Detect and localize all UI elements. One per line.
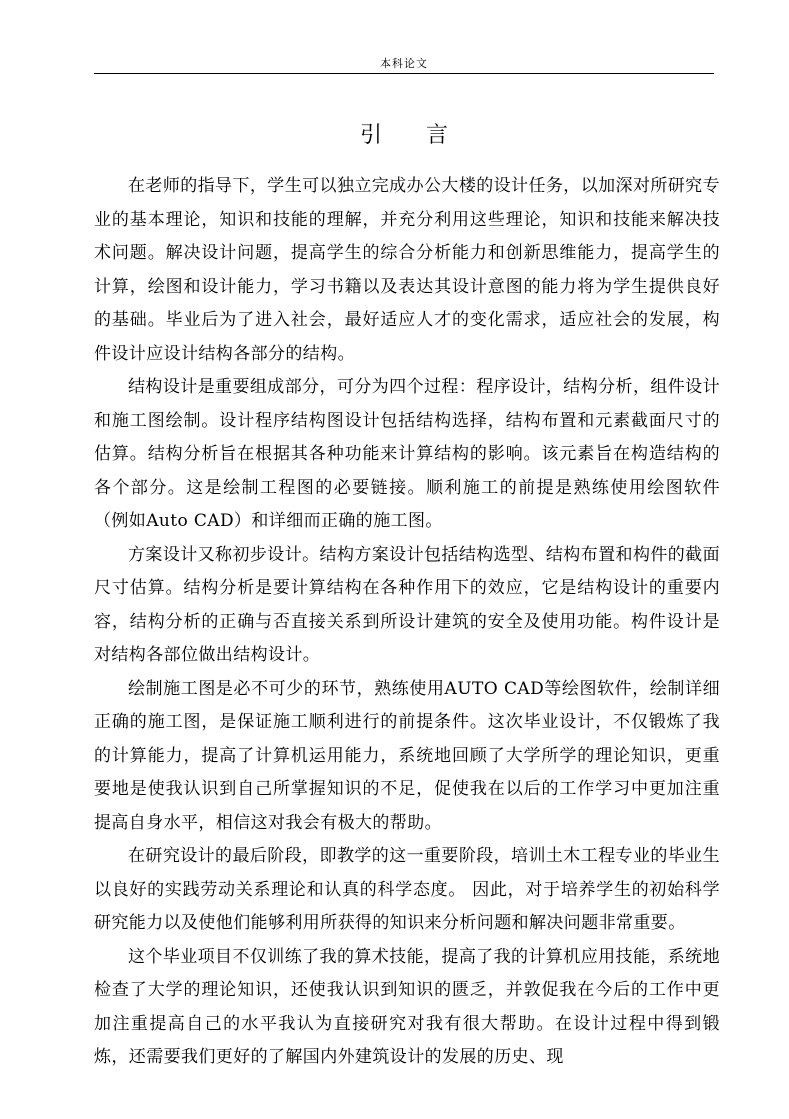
paragraph-3: 方案设计又称初步设计。结构方案设计包括结构选型、结构布置和构件的截面尺寸估算。结构分析是要计算结构在各种作用下的效应，它是结构设计的重要内容，结构分析的正确与否直接关系到所设计建筑的安全及使用功能。构件设计是对结构各部位做出结构设计。 — [94, 544, 720, 665]
paragraph-5: 在研究设计的最后阶段，即教学的这一重要阶段，培训土木工程专业的毕业生以良好的实践劳动关系理论和认真的科学态度。 因此，对于培养学生的初始科学研究能力以及使他们能够利用所获得的知识来分析问题和解决问题非常重要。 — [94, 846, 720, 933]
running-header: 本科论文 — [380, 57, 428, 70]
paragraph-2: 结构设计是重要组成部分，可分为四个过程：程序设计，结构分析，组件设计和施工图绘制。设计程序结构图设计包括结构选择，结构布置和元素截面尺寸的估算。结构分析旨在根据其各种功能来计算结构的影响。该元素旨在构造结构的各个部分。这是绘制工程图的必要链接。顺利施工的前提是熟练使用绘图软件（例如Auto CAD）和详细而正确的施工图。 — [94, 377, 720, 531]
paragraph-6: 这个毕业项目不仅训练了我的算术技能，提高了我的计算机应用技能，系统地检查了大学的理论知识，还使我认识到知识的匮乏，并敦促我在今后的工作中更加注重提高自己的水平我认为直接研究对我有很大帮助。在设计过程中得到锻炼，还需要我们更好的了解国内外建筑设计的发展的历史、现 — [94, 946, 720, 1067]
section-title-char-2: 言 — [426, 123, 449, 148]
body-text — [94, 170, 720, 1075]
section-title — [94, 118, 714, 149]
paragraph-4: 绘制施工图是必不可少的环节，熟练使用AUTO CAD等绘图软件，绘制详细正确的施工图，是保证施工顺利进行的前提条件。这次毕业设计，不仅锻炼了我的计算能力，提高了计算机运用能力，系统地回顾了大学所学的理论知识，更重要地是使我认识到自己所掌握知识的不足，促使我在以后的工作学习中更加注重提高自身水平，相信这对我会有极大的帮助。 — [94, 678, 720, 833]
section-title-char-1: 引 — [359, 123, 382, 148]
header-rule — [94, 73, 714, 74]
paragraph-1: 在老师的指导下，学生可以独立完成办公大楼的设计任务，以加深对所研究专业的基本理论，知识和技能的理解，并充分利用这些理论，知识和技能来解决技术问题。解决设计问题，提高学生的综合分析能力和创新思维能力，提高学生的计算，绘图和设计能力，学习书籍以及表达其设计意图的能力将为学生提供良好的基础。毕业后为了进入社会，最好适应人才的变化需求，适应社会的发展，构件设计应设计结构各部分的结构。 — [94, 176, 720, 364]
